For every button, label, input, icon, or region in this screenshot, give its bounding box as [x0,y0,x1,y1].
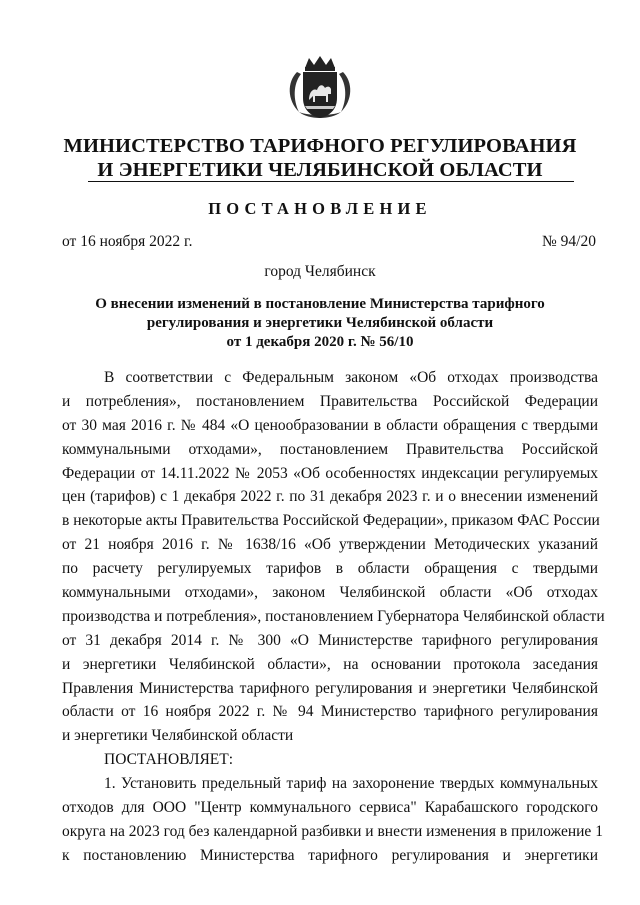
body-line: отходов для ООО "Центр коммунального сервиса" Карабашского городского [62,799,598,817]
body-line: к постановлению Министерства тарифного регулирования и энергетики [62,846,598,864]
body-line: от 21 ноября 2016 г. № 1638/16 «Об утверждении Методических указаний [62,536,598,554]
subject-line: от 1 декабря 2020 г. № 56/10 [226,334,414,350]
document-subject [80,295,560,352]
chelyabinsk-coat-of-arms-icon [283,56,357,122]
body-line: области от 16 ноября 2022 г. № 94 Министерство тарифного регулирования [62,703,598,721]
subject-line: регулирования и энергетики Челябинской области [146,315,494,331]
body-line: и потребления», постановлением Правительства Российской Федерации [62,392,598,410]
ministry-name-line1: МИНИСТЕРСТВО ТАРИФНОГО РЕГУЛИРОВАНИЯ [63,135,577,157]
document-type: ПОСТАНОВЛЕНИЕ [208,199,432,218]
subject-line: О внесении изменений в постановление Министерства тарифного [95,296,545,312]
body-line: округа на 2023 год без календарной разбивки и внести изменения в приложение 1 [62,822,603,840]
body-line: в некоторые акты Правительства Российской Федерации», приказом ФАС России [62,512,600,530]
body-line: производства и потребления», постановлением Губернатора Челябинской области [62,607,605,625]
body-line: и энергетики Челябинской области [62,727,294,745]
body-line: В соответствии с Федеральным законом «Об отходах производства [104,369,598,386]
document-city: город Челябинск [264,263,376,280]
body-line: Правления Министерства тарифного регулирования и энергетики Челябинской [62,679,598,697]
body-line: Федерации от 14.11.2022 № 2053 «Об особенностях индексации регулируемых [62,464,598,482]
document-number: № 94/20 [542,233,596,250]
ministry-name-line2: И ЭНЕРГЕТИКИ ЧЕЛЯБИНСКОЙ ОБЛАСТИ [97,159,543,181]
body-line: от 31 декабря 2014 г. № 300 «О Министерстве тарифного регулирования [62,631,598,649]
resolves-heading: ПОСТАНОВЛЯЕТ: [104,751,234,769]
body-line: цен (тарифов) с 1 декабря 2022 г. по 31 декабря 2023 г. и о внесении изменений [62,488,598,506]
header-rule [88,181,574,182]
body-line: по расчету регулируемых тарифов в области обращения с твердыми [62,560,598,578]
body-line: коммунальными отходами», постановлением Правительства Российской [62,440,598,458]
body-line: от 30 мая 2016 г. № 484 «О ценообразовании в области обращения с твердыми [62,416,598,434]
document-body [62,366,605,868]
body-line: коммунальными отходами», законом Челябинской области «Об отходах [62,584,598,602]
body-line: и энергетики Челябинской области», на основании протокола заседания [62,655,598,673]
document-date: от 16 ноября 2022 г. [62,233,193,250]
body-line: 1. Установить предельный тариф на захоронение твердых коммунальных [104,775,598,793]
